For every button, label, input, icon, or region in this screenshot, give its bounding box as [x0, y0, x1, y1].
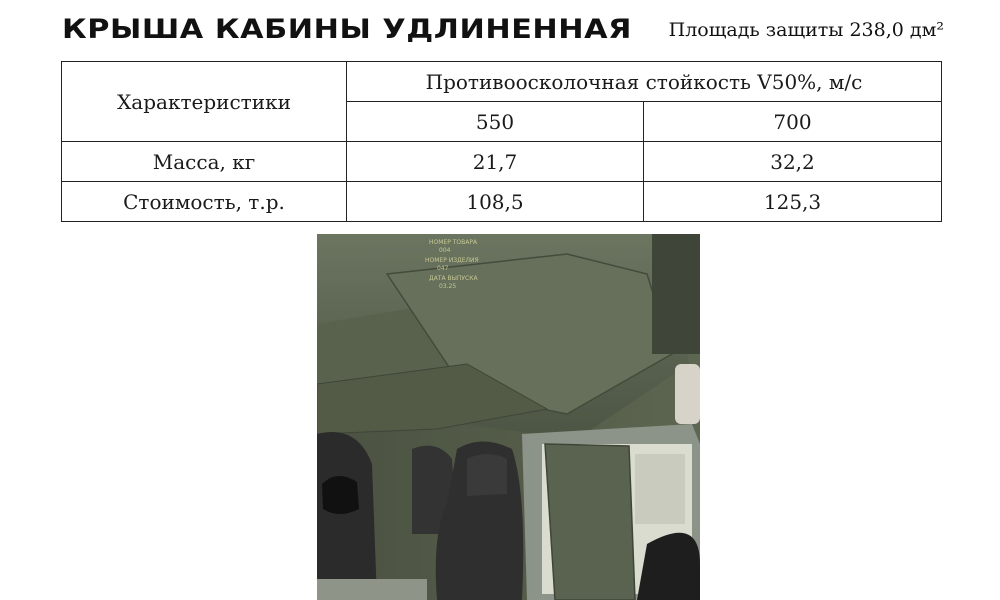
table-row — [62, 182, 942, 222]
spec-table — [61, 61, 942, 222]
row-label-mass: Масса, кг — [62, 142, 347, 182]
protection-area: Площадь защиты 238,0 дм² — [668, 19, 944, 41]
mass-550: 21,7 — [347, 142, 644, 182]
cabin-roof-photo — [317, 234, 700, 600]
cabin-interior-illustration — [317, 234, 700, 600]
cost-550: 108,5 — [347, 182, 644, 222]
svg-text:004: 004 — [439, 247, 451, 254]
svg-text:НОМЕР ИЗДЕЛИЯ: НОМЕР ИЗДЕЛИЯ — [425, 257, 479, 264]
column-550: 550 — [347, 102, 644, 142]
svg-text:НОМЕР ТОВАРА: НОМЕР ТОВАРА — [429, 239, 478, 246]
column-700: 700 — [644, 102, 942, 142]
svg-text:03.25: 03.25 — [439, 283, 457, 290]
svg-text:047: 047 — [437, 265, 449, 272]
cost-700: 125,3 — [644, 182, 942, 222]
row-label-cost: Стоимость, т.р. — [62, 182, 347, 222]
page-title: КРЫША КАБИНЫ УДЛИНЕННАЯ — [62, 14, 632, 45]
characteristics-header: Характеристики — [62, 62, 347, 142]
mass-700: 32,2 — [644, 142, 942, 182]
svg-text:ДАТА ВЫПУСКА: ДАТА ВЫПУСКА — [429, 275, 478, 282]
v50-group-header: Противоосколочная стойкость V50%, м/с — [347, 62, 942, 102]
table-row — [62, 142, 942, 182]
